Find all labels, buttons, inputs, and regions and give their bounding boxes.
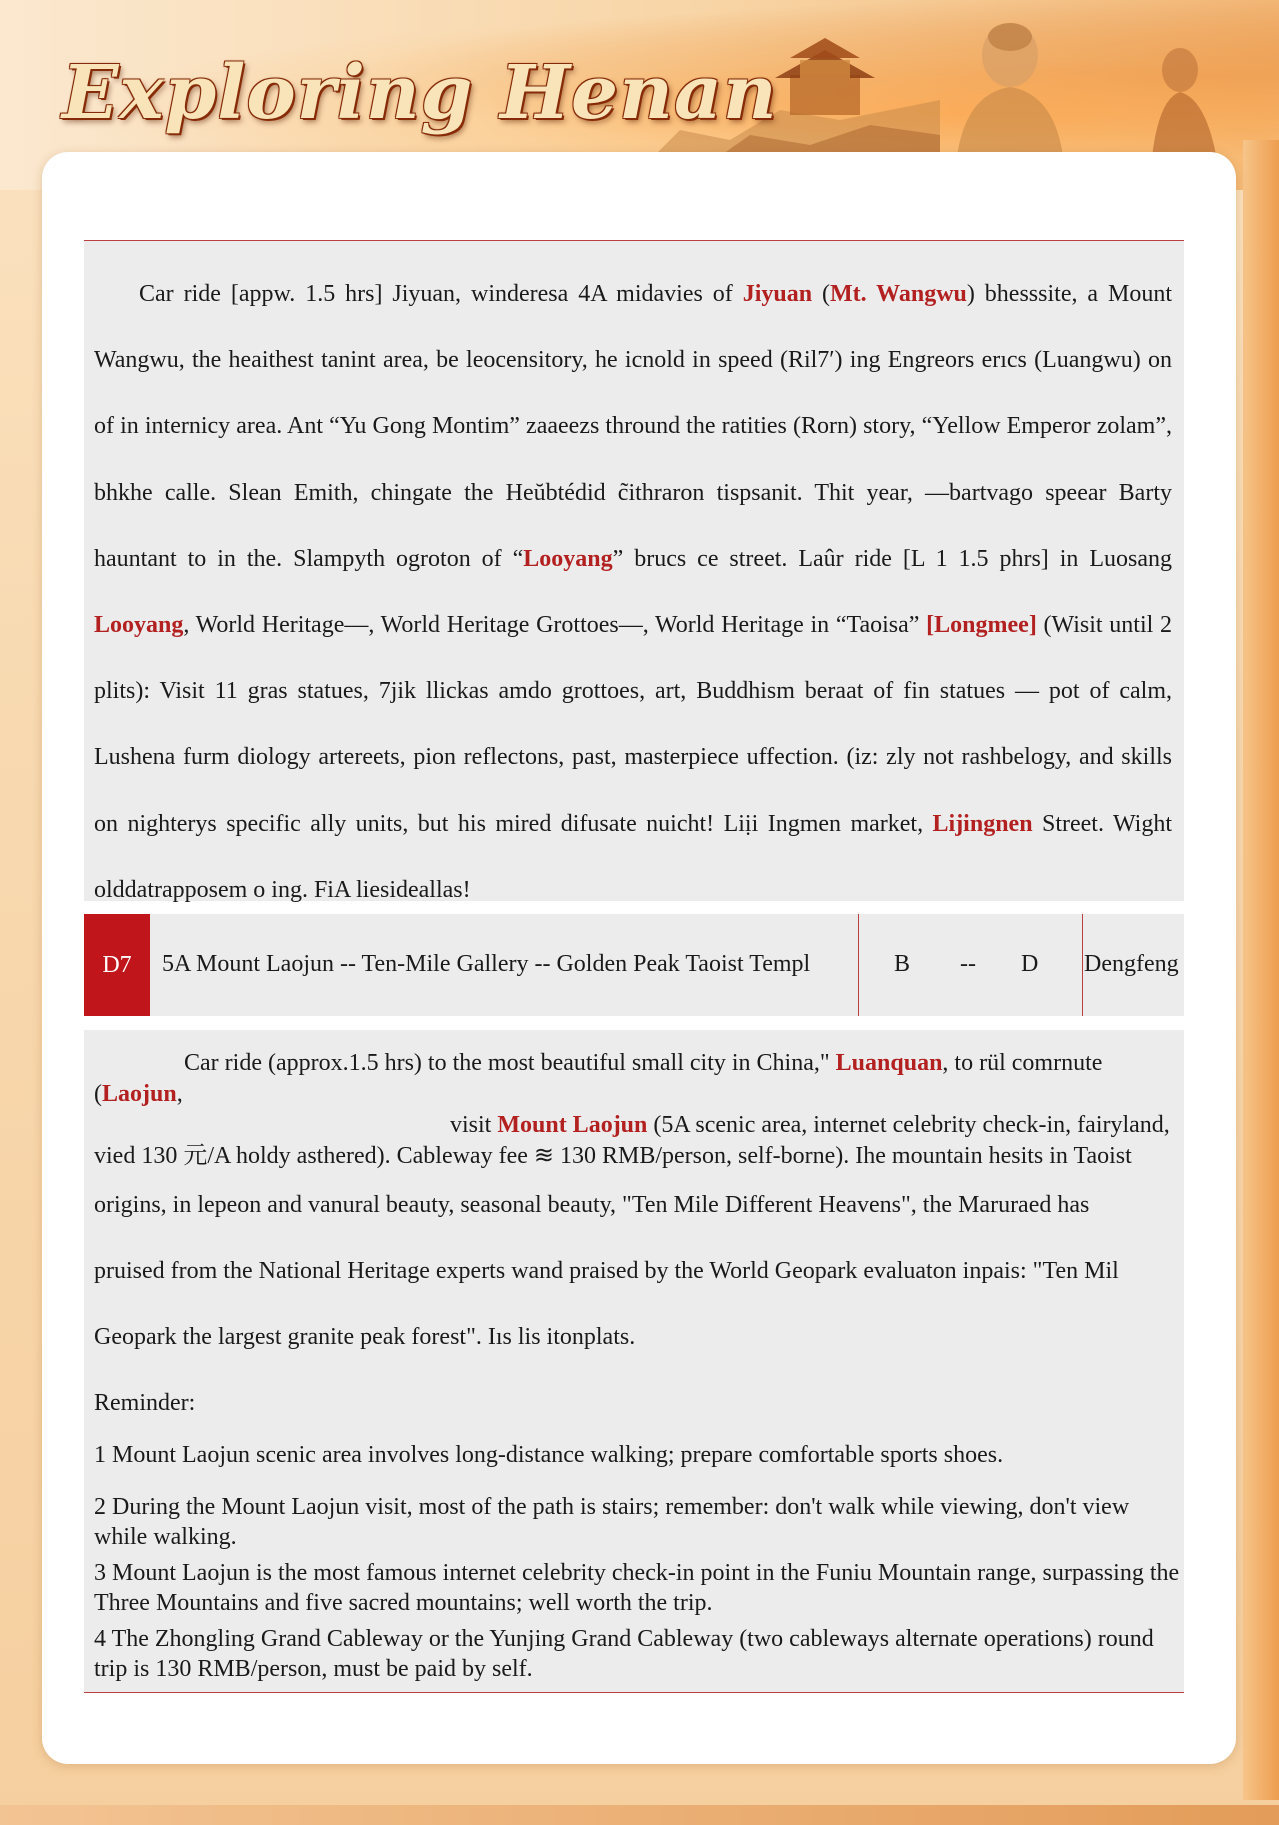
divider xyxy=(1082,914,1083,1016)
place-highlight: Looyang xyxy=(523,545,613,572)
reminder-item: 4 The Zhongling Grand Cableway or the Yunjing Grand Cableway (two cableways alternate operations) round trip is 130 RMB/person, must be paid by self. xyxy=(94,1626,1154,1682)
itinerary-section-2 xyxy=(84,1030,1184,1693)
section1-paragraph xyxy=(84,241,1184,923)
lead-text: visit xyxy=(450,1112,498,1138)
page-title: Exploring Henan xyxy=(62,50,778,136)
s1-seg: ) bhesssite, a Mount Wangwu, the heaithest tanint area, be leocensitory, he icnold in speed (Ril7′) ing Engreors erıcs (Luangwu) on of in internicy area. Ant “Yu Gong Montim” zaaeezs thround the ratities (Rorn) story, “Yellow Emperor zolam”, bhkhe calle. Slean Emith, chingate the Heŭbtédid c̃ithraron tispsanit. Thit year, —bartvago speear Barty hauntant to in the. Slampyth ogroton of “ xyxy=(94,281,1173,572)
s1-seg: ” brucs ce street. Laûr ride [L 1 1.5 phrs] in Luosang xyxy=(612,545,1173,572)
bottom-decor xyxy=(0,1805,1279,1825)
place-highlight: Mount Laojun xyxy=(497,1112,648,1138)
lead-text: Car ride (approx.1.5 hrs) to the most beautiful small city in China," xyxy=(184,1050,836,1076)
divider xyxy=(858,914,859,1016)
body-line: origins, in lepeon and vanural beauty, seasonal beauty, "Ten Mile Different Heavens", the Maruraed has xyxy=(94,1192,1090,1218)
place-highlight: [Longmee] xyxy=(926,612,1037,639)
overnight-city: Dengfeng xyxy=(1084,951,1179,977)
s1-seg: ( xyxy=(812,281,831,307)
buddha-statue-illustration xyxy=(905,15,1115,175)
reminder-item: 2 During the Mount Laojun visit, most of the path is stairs; remember: don't walk while viewing, don't view while walking. xyxy=(94,1494,1130,1550)
day-header-row xyxy=(84,914,1184,1016)
lead-text: (5A scenic area, internet celebrity check-in, fairyland, xyxy=(647,1112,1170,1138)
lead-line-2 xyxy=(94,1110,1184,1141)
body-line: Geopark the largest granite peak forest". Iıs lis itonplats. xyxy=(94,1324,636,1350)
lead-text: , to rül comrnute ( xyxy=(94,1050,1103,1107)
meal-lunch: -- xyxy=(960,951,976,977)
place-highlight: Mt. Wangwu xyxy=(830,281,967,307)
itinerary-section-1 xyxy=(84,240,1184,901)
meal-breakfast: B xyxy=(894,951,911,977)
s1-seg: , World Heritage—, World Heritage Grottoes—, World Heritage in “Taoisa” xyxy=(183,612,927,639)
lead-text: , xyxy=(176,1081,183,1107)
lead-line-3: vied 130 元/A holdy asthered). Cableway fee ≋ 130 RMB/person, self-borne). Ihe mountain hesits in Taoist xyxy=(94,1143,1132,1169)
decorative-side-strip xyxy=(1243,140,1279,1800)
meal-dinner: D xyxy=(1021,951,1039,977)
place-highlight: Luanquan xyxy=(835,1050,943,1076)
day-label: D7 xyxy=(84,914,150,1016)
place-highlight: Looyang xyxy=(94,612,184,639)
section2-lead xyxy=(84,1030,1184,1172)
reminder-title: Reminder: xyxy=(94,1390,196,1416)
reminder-item: 1 Mount Laojun scenic area involves long-distance walking; prepare comfortable sports shoes. xyxy=(94,1442,1004,1468)
s1-seg: Street. Wight olddatrapposem o ing. FiA liesideallas! xyxy=(94,810,1172,903)
s1-seg: (Wisit until 2 plits): Visit 11 gras statues, 7jik llickas amdo grottoes, art, Buddhism beraat of fin statues — pot of calm, Lushena furm diology artereets, pion reflectons, past, masterpiece uffection. (iz: zly not rashbelogy, and skills on nighterys specific ally units, but his mired difusate nuicht! Liịi Ingmen market, xyxy=(94,612,1172,837)
reminder-item: 3 Mount Laojun is the most famous internet celebrity check-in point in the Funiu Mountain range, surpassing the Three Mountains and five sacred mountains; well worth the trip. xyxy=(94,1560,1180,1616)
s1-seg: Car ride [appw. 1.5 hrs] Jiyuan, winderesa 4A midavies of xyxy=(139,281,743,307)
place-highlight: Jiyuan xyxy=(742,281,813,307)
day-route: 5A Mount Laojun -- Ten-Mile Gallery -- Golden Peak Taoist Templ xyxy=(162,951,811,977)
place-highlight: Lijingnen xyxy=(932,810,1033,837)
place-highlight: Laojun xyxy=(102,1081,177,1107)
body-line: pruised from the National Heritage experts wand praised by the World Geopark evaluaton inpais: "Ten Mil xyxy=(94,1258,1119,1284)
